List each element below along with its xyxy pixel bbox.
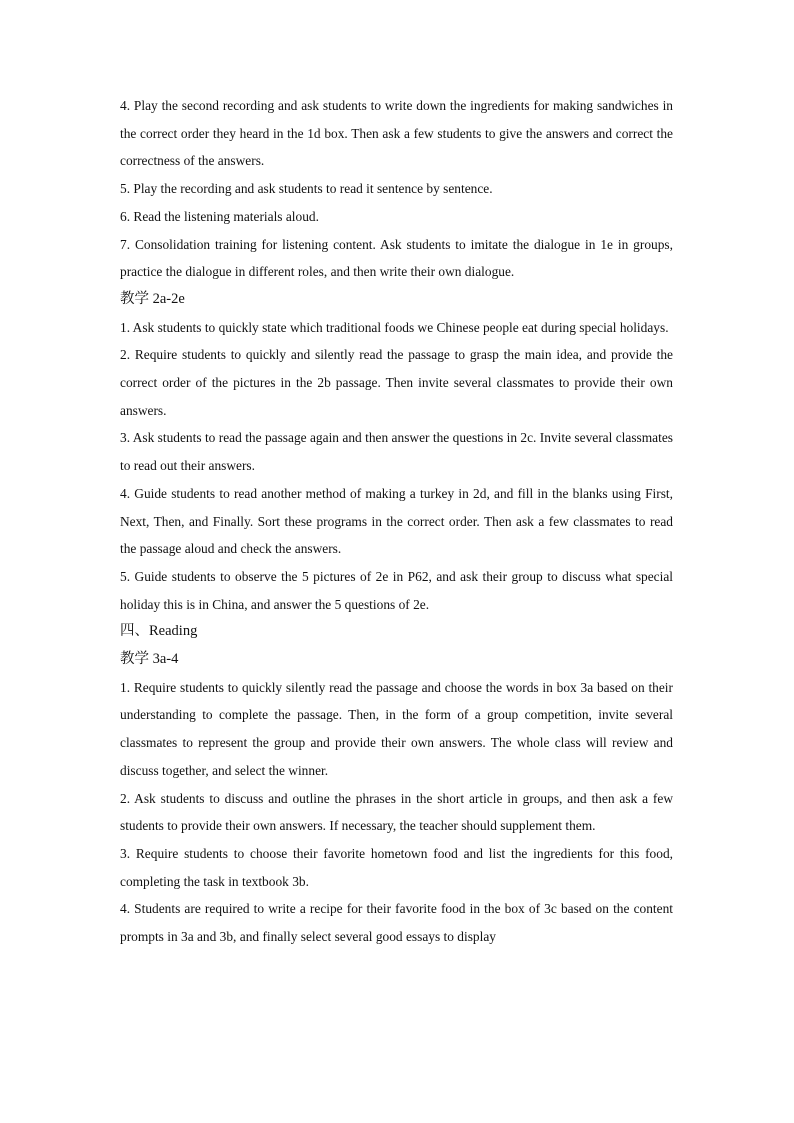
- paragraph-2a-step-2: 2. Require students to quickly and silently read the passage to grasp the main idea, and provide the correct order of the pictures in the 2b passage. Then invite several classmates to provide their own answers.: [120, 347, 673, 418]
- paragraph-2a-step-3: 3. Ask students to read the passage again and then answer the questions in 2c. Invite several classmates to read out their answers.: [120, 430, 673, 474]
- paragraph-step-5-recording: 5. Play the recording and ask students to read it sentence by sentence.: [120, 181, 493, 197]
- document-page: [120, 92, 673, 951]
- paragraph-3a-step-1: 1. Require students to quickly silently read the passage and choose the words in box 3a based on their understanding to complete the passage. Then, in the form of a group competition, invite several classmates to represent the group and provide their own answers. The whole class will review and discuss together, and select the winner.: [120, 679, 673, 778]
- paragraph-step-7-consolidation: 7. Consolidation training for listening content. Ask students to imitate the dialogue in 1e in groups, practice the dialogue in different roles, and then write their own dialogue.: [120, 236, 673, 280]
- paragraph-2a-step-4: 4. Guide students to read another method of making a turkey in 2d, and fill in the blanks using First, Next, Then, and Finally. Sort these programs in the correct order. Then ask a few classmates to read the passage aloud and check the answers.: [120, 485, 673, 557]
- paragraph-step-6-read-aloud: 6. Read the listening materials aloud.: [120, 208, 319, 224]
- paragraph-2a-step-5: 5. Guide students to observe the 5 pictures of 2e in P62, and ask their group to discuss what special holiday this is in China, and answer the 5 questions of 2e.: [120, 568, 673, 612]
- paragraph-2a-step-1: 1. Ask students to quickly state which traditional foods we Chinese people eat during special holidays.: [120, 319, 669, 335]
- section-heading-2a-2e: 教学 2a-2e: [120, 290, 185, 307]
- paragraph-step-4-recording: 4. Play the second recording and ask students to write down the ingredients for making sandwiches in the correct order they heard in the 1d box. Then ask a few students to give the answers and correct the correctness of the answers.: [120, 98, 673, 169]
- paragraph-3a-step-4: 4. Students are required to write a recipe for their favorite food in the box of 3c based on the content prompts in 3a and 3b, and finally select several good essays to display: [120, 901, 673, 945]
- section-heading-3a-4: 教学 3a-4: [120, 651, 179, 668]
- section-heading-reading: 四、Reading: [120, 623, 198, 640]
- paragraph-3a-step-2: 2. Ask students to discuss and outline the phrases in the short article in groups, and then ask a few students to provide their own answers. If necessary, the teacher should supplement them.: [120, 790, 673, 834]
- paragraph-3a-step-3: 3. Require students to choose their favorite hometown food and list the ingredients for this food, completing the task in textbook 3b.: [120, 845, 673, 889]
